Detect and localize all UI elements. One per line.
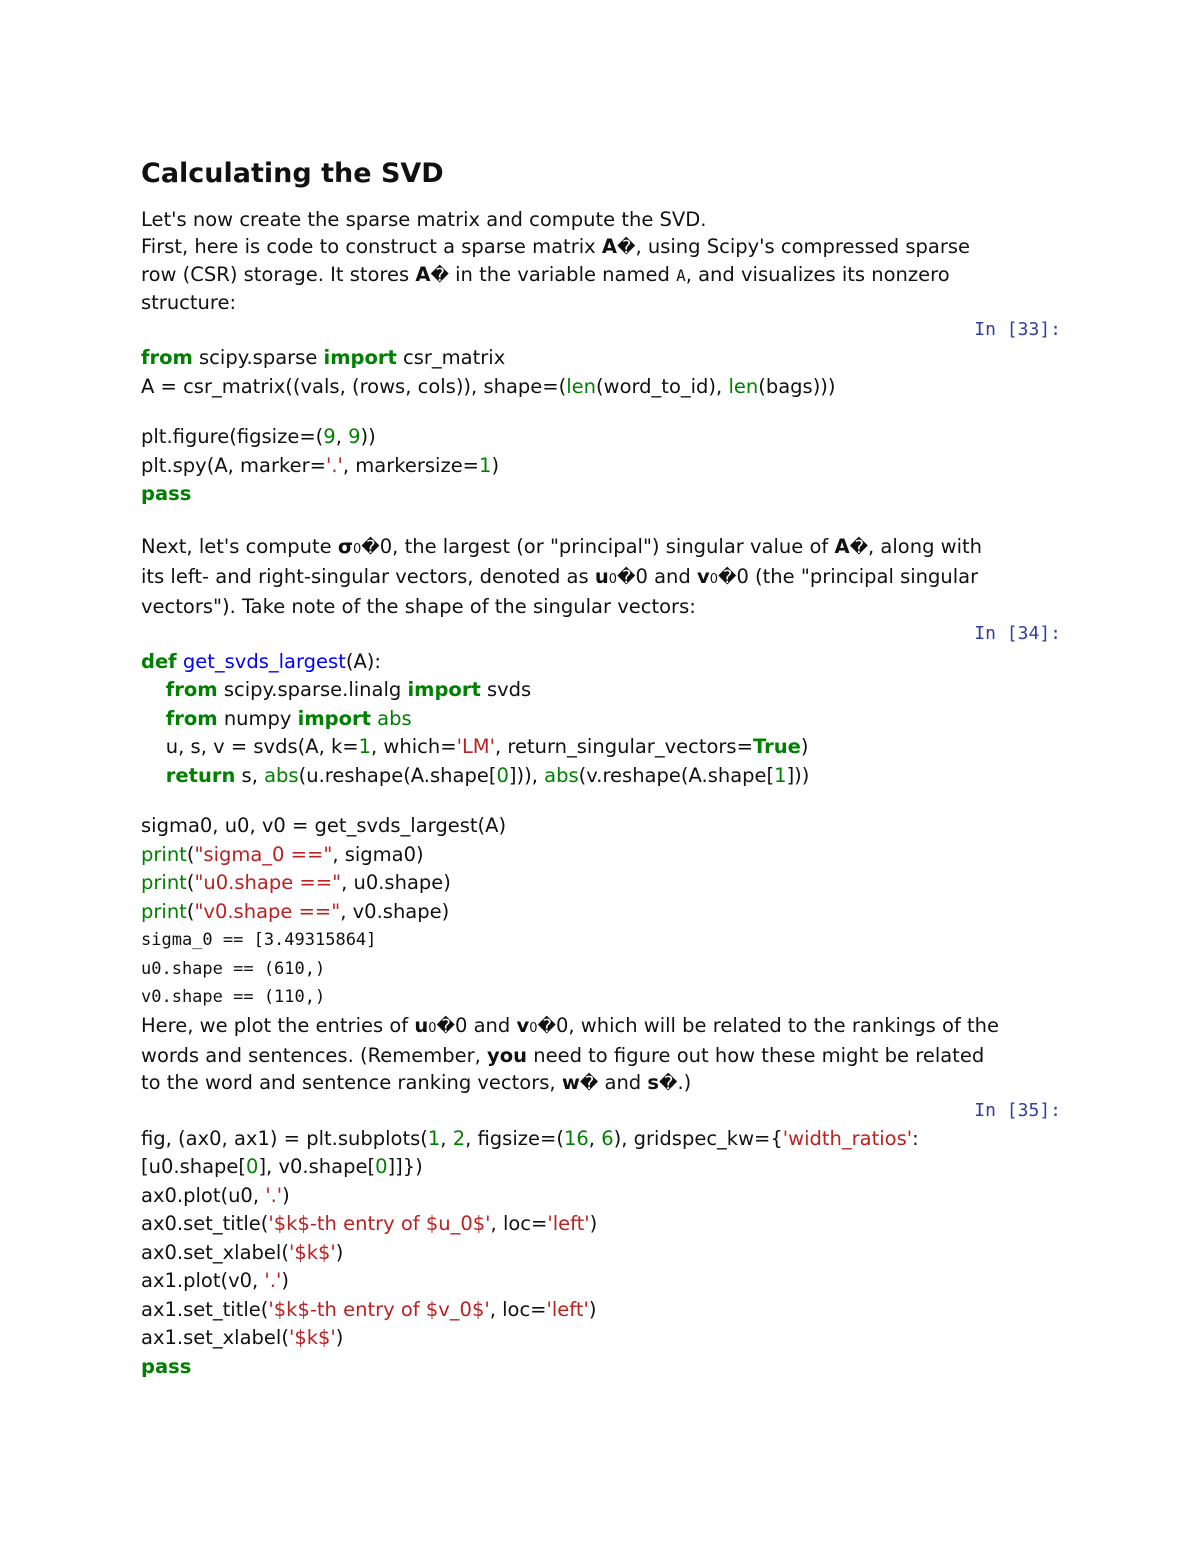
cell-prompt-34: In [34]: bbox=[974, 622, 1061, 644]
code-line: fig, (ax0, ax1) = plt.subplots(1, 2, figsize=(16, 6), gridspec_kw={'width_ratios': bbox=[141, 1126, 919, 1150]
paragraph-line: to the word and sentence ranking vectors, w� and s�.) bbox=[141, 1070, 692, 1094]
code-line: print("sigma_0 ==", sigma0) bbox=[141, 842, 424, 866]
output-line: v0.shape == (110,) bbox=[141, 987, 326, 1007]
code-line: pass bbox=[141, 1354, 192, 1378]
intro-line-4: structure: bbox=[141, 291, 237, 314]
code-line: plt.spy(A, marker='.', markersize=1) bbox=[141, 453, 500, 477]
code-line: from scipy.sparse import csr_matrix bbox=[141, 346, 506, 369]
paragraph-line: Here, we plot the entries of u0�0 and v0�0, which will be related to the rankings of the bbox=[141, 1013, 1000, 1037]
code-line: from scipy.sparse.linalg import svds bbox=[165, 678, 532, 701]
code-line: [u0.shape[0], v0.shape[0]]}) bbox=[141, 1155, 423, 1178]
code-line: pass bbox=[141, 482, 192, 505]
code-cell-33[interactable] bbox=[141, 344, 1061, 509]
code-line: ax0.set_title('$k$-th entry of $u_0$', loc='left') bbox=[141, 1212, 598, 1235]
code-line: print("u0.shape ==", u0.shape) bbox=[141, 871, 451, 894]
cell-prompt-33: In [33]: bbox=[974, 319, 1061, 340]
matrix-a-symbol: A bbox=[601, 235, 617, 258]
code-line: A = csr_matrix((vals, (rows, cols)), shape=(len(word_to_id), len(bags))) bbox=[141, 374, 836, 398]
document-page bbox=[141, 150, 1061, 1381]
u-vector-symbol: u bbox=[414, 1013, 429, 1037]
code-line: ax1.plot(v0, '.') bbox=[141, 1269, 289, 1292]
s-vector-symbol: s bbox=[647, 1070, 659, 1094]
w-vector-symbol: w bbox=[561, 1070, 580, 1094]
intro-line-3: row (CSR) storage. It stores A� in the variable named A, and visualizes its nonzero bbox=[141, 263, 950, 286]
matrix-a-symbol: A bbox=[415, 263, 431, 286]
code-line: from numpy import abs bbox=[165, 706, 412, 730]
paragraph-plot-entries bbox=[141, 1012, 1061, 1097]
v-vector-symbol: v bbox=[696, 564, 710, 588]
intro-line-2: First, here is code to construct a sparse matrix A�, using Scipy's compressed sparse bbox=[141, 235, 971, 258]
paragraph-line: vectors"). Take note of the shape of the singular vectors: bbox=[141, 594, 696, 618]
code-line: print("v0.shape ==", v0.shape) bbox=[141, 899, 450, 923]
intro-paragraph bbox=[141, 206, 1061, 316]
intro-line-1: Let's now create the sparse matrix and compute the SVD. bbox=[141, 208, 707, 231]
output-line: sigma_0 == [3.49315864] bbox=[141, 930, 377, 950]
code-line: ax1.set_title('$k$-th entry of $v_0$', loc='left') bbox=[141, 1297, 597, 1321]
section-title: Calculating the SVD bbox=[141, 158, 444, 189]
code-line: u, s, v = svds(A, k=1, which='LM', return_singular_vectors=True) bbox=[165, 735, 809, 758]
paragraph-principal-singular bbox=[141, 533, 1061, 620]
code-line: ax0.set_xlabel('$k$') bbox=[141, 1240, 344, 1264]
code-blank-line bbox=[141, 790, 1061, 812]
variable-name-a: A bbox=[676, 266, 686, 285]
paragraph-line: words and sentences. (Remember, you need to figure out how these might be related bbox=[141, 1043, 985, 1067]
code-line: ax1.set_xlabel('$k$') bbox=[141, 1326, 344, 1349]
code-cell-34[interactable] bbox=[141, 648, 1061, 927]
sigma-symbol: σ bbox=[337, 534, 354, 558]
v-vector-symbol: v bbox=[516, 1013, 530, 1037]
cell-output-34 bbox=[141, 926, 1061, 1012]
code-blank-line bbox=[141, 401, 1061, 423]
code-line: def get_svds_largest(A): bbox=[141, 649, 381, 673]
paragraph-line: its left- and right-singular vectors, denoted as u0�0 and v0�0 (the "principal singular bbox=[141, 564, 979, 588]
code-line: return s, abs(u.reshape(A.shape[0])), abs(v.reshape(A.shape[1])) bbox=[165, 763, 810, 787]
output-line: u0.shape == (610,) bbox=[141, 958, 326, 979]
cell-prompt-35: In [35]: bbox=[974, 1099, 1061, 1121]
code-cell-35[interactable] bbox=[141, 1125, 1061, 1382]
paragraph-line: Next, let's compute σ0�0, the largest (or "principal") singular value of A�, along with bbox=[141, 534, 983, 558]
u-vector-symbol: u bbox=[594, 564, 609, 588]
code-line: sigma0, u0, v0 = get_svds_largest(A) bbox=[141, 814, 507, 837]
matrix-a-symbol: A bbox=[834, 534, 850, 558]
code-line: ax0.plot(u0, '.') bbox=[141, 1183, 290, 1207]
code-line: plt.figure(figsize=(9, 9)) bbox=[141, 425, 376, 448]
